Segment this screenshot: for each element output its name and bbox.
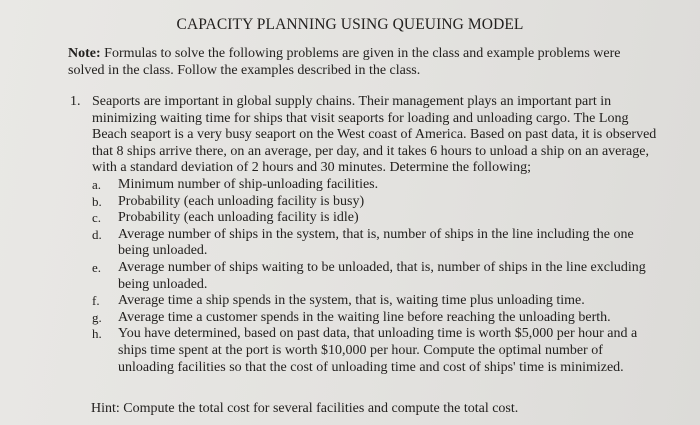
item-label: g. (92, 309, 102, 325)
item-label: e. (92, 259, 102, 275)
list-item-f (92, 293, 660, 310)
item-text: Average number of ships in the system, that is, number of ships in the line including the one being unloaded. (118, 226, 634, 259)
item-label: a. (92, 176, 102, 192)
item-text: Probability (each unloading facility is busy) (118, 193, 365, 209)
list-item-g (92, 310, 660, 327)
item-text: Probability (each unloading facility is idle) (118, 210, 359, 226)
note-label: Note: (68, 46, 101, 61)
list-item-a (92, 177, 660, 194)
list-item-h (92, 326, 660, 376)
list-item-d (92, 227, 660, 260)
hint-text: Hint: Compute the total cost for several facilities and compute the total cost. (91, 401, 519, 416)
item-label: c. (92, 210, 102, 226)
item-text: Minimum number of ship-unloading facilities. (118, 176, 379, 192)
list-item-e (92, 260, 660, 293)
item-label: d. (92, 226, 102, 242)
page-title: CAPACITY PLANNING USING QUEUING MODEL (176, 16, 524, 33)
item-label: f. (92, 293, 100, 309)
list-item-b (92, 194, 660, 211)
item-text: Average time a customer spends in the waiting line before reaching the unloading berth. (118, 309, 611, 325)
item-label: b. (92, 193, 102, 209)
problem-number: 1. (70, 94, 81, 109)
item-label: h. (92, 326, 102, 342)
list-item-c (92, 210, 660, 227)
note-text: Formulas to solve the following problems are given in the class and example problems were solved in the class. Follow the examples described in the class. (68, 46, 621, 78)
note-paragraph (68, 45, 658, 79)
item-text: Average time a ship spends in the system, that is, waiting time plus unloading time. (118, 293, 585, 309)
problem-statement: Seaports are important in global supply chains. Their management plays an important part in minimizing waiting time for ships that visit seaports for loading and unloading cargo. The Long Beach seaport is a very busy seaport on the West coast of America. Based on past data, it is observed that 8 ships arrive there, on an average, per day, and it takes 6 hours to unload a ship on an average, with a standard deviation of 2 hours and 30 minutes. Determine the following; (92, 94, 657, 176)
item-text: Average number of ships waiting to be unloaded, that is, number of ships in the line excluding being unloaded. (118, 259, 646, 292)
item-text: You have determined, based on past data, that unloading time is worth $5,000 per hour and a ships time spent at the port is worth $10,000 per hour. Compute the optimal number of unloading facilities so that the cost of unloading time and cost of ships' time is minimized. (118, 326, 638, 375)
problem-1 (70, 94, 660, 376)
